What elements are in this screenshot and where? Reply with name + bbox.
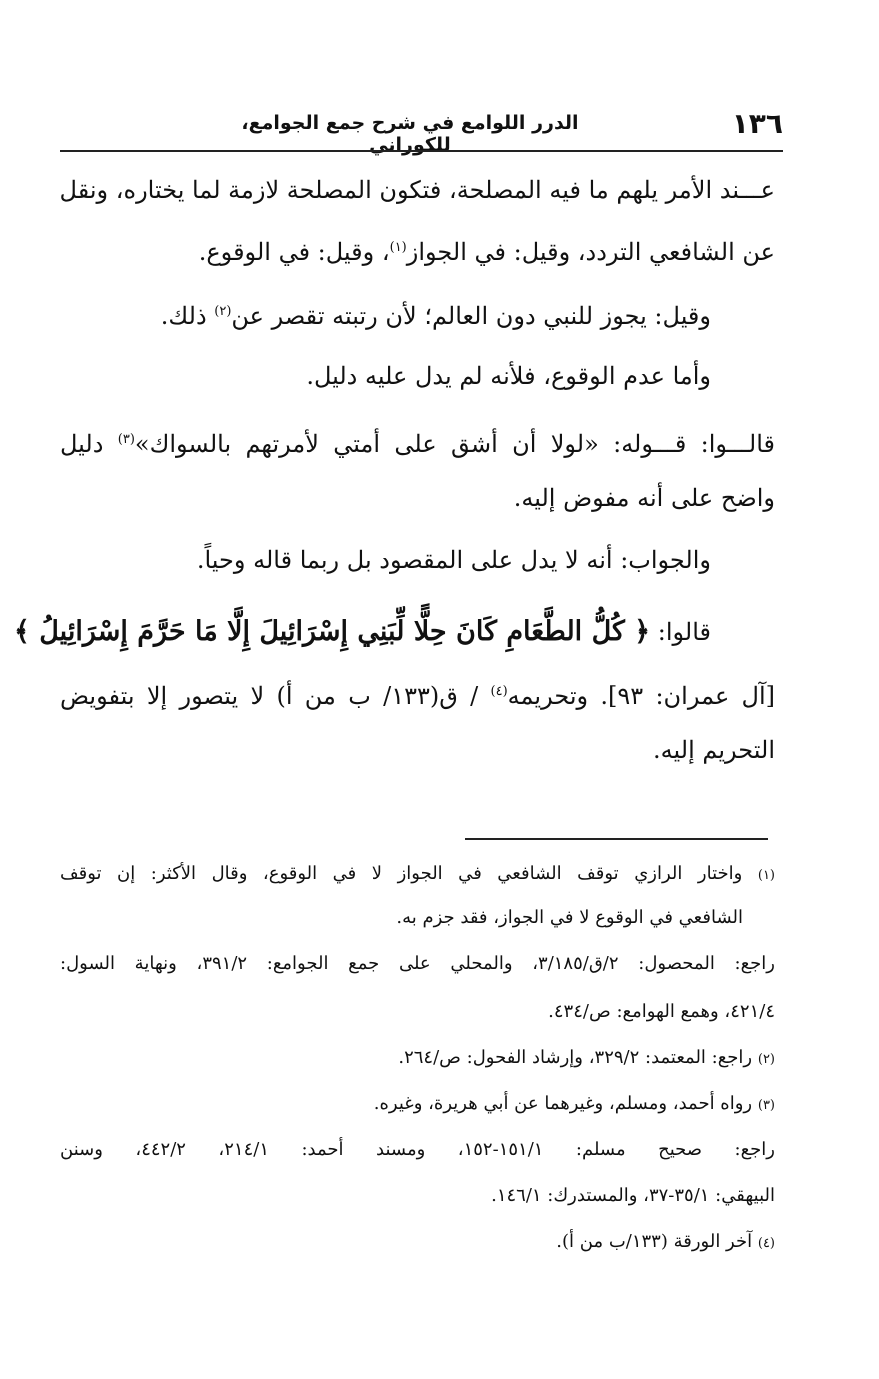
- body-text: / ق(١٣٣/ ب من أ) لا يتصور إلا بتفويض: [60, 682, 491, 710]
- footnote-ref-3[interactable]: (٣): [117, 432, 135, 447]
- body-line-8: [14, 612, 711, 652]
- footnote-number-2: (٢): [757, 1052, 775, 1067]
- footnote-text: آخر الورقة (١٣٣/ب من أ).: [556, 1231, 753, 1252]
- footnote-ref-4[interactable]: (٤): [490, 684, 508, 699]
- footnote-text: واختار الرازي توقف الشافعي في الجواز لا في الوقوع، وقال الأكثر: إن توقف: [60, 863, 743, 884]
- body-line-2: [60, 228, 775, 272]
- footnote-text: راجع: المعتمد: ٣٢٩/٢، وإرشاد الفحول: ص/٢٦٤.: [398, 1047, 753, 1068]
- footnote-3-line-2: راجع: صحيح مسلم: ١٥١/١-١٥٢، ومسند أحمد: ٢١٤/١، ٤٤٢/٢، وسنن: [60, 1139, 775, 1160]
- body-line-5: [60, 420, 775, 464]
- page-number: ١٣٦: [731, 107, 783, 140]
- body-text: وقيل: يجوز للنبي دون العالم؛ لأن رتبته تقصر عن: [231, 302, 711, 330]
- footnote-text: رواه أحمد، ومسلم، وغيرهما عن أبي هريرة، وغيره.: [373, 1093, 753, 1114]
- body-text: دليل: [60, 430, 118, 458]
- body-text: عن الشافعي التردد، وقيل: في الجواز: [406, 238, 775, 266]
- body-line-4: وأما عدم الوقوع، فلأنه لم يدل عليه دليل.: [306, 362, 711, 390]
- body-line-6: واضح على أنه مفوض إليه.: [513, 484, 775, 512]
- body-line-7: والجواب: أنه لا يدل على المقصود بل ربما قاله وحياً.: [196, 546, 711, 574]
- body-line-1: عـــند الأمر يلهم ما فيه المصلحة، فتكون المصلحة لازمة لما يختاره، ونقل: [59, 176, 775, 204]
- quran-verse: ﴿ كُلُّ الطَّعَامِ كَانَ حِلًّا لِّبَنِي إِسْرَائِيلَ إِلَّا مَا حَرَّمَ إِسْرَائِيلُ ﴾: [14, 616, 651, 647]
- footnote-1-line-2: الشافعي في الوقوع لا في الجواز، فقد جزم به.: [396, 907, 743, 928]
- footnote-2-line-1: [60, 1044, 775, 1074]
- footnote-3-line-3: البيهقي: ٣٥/١-٣٧، والمستدرك: ١٤٦/١.: [491, 1185, 775, 1206]
- body-text: قالـــوا: قـــوله: «لولا أن أشق على أمتي لأمرتهم بالسواك»: [134, 430, 776, 458]
- footnote-4-line-1: [60, 1228, 775, 1258]
- footnote-1-line-3: راجع: المحصول: ٢/ق/٣/١٨٥، والمحلي على جمع الجوامع: ٣٩١/٢، ونهاية السول:: [60, 953, 775, 974]
- footnote-number-4: (٤): [757, 1236, 775, 1251]
- footnote-1-line-4: ٤٢١/٤، وهمع الهوامع: ص/٤٣٤.: [548, 1001, 775, 1022]
- body-text: ، وقيل: في الوقوع.: [198, 238, 390, 266]
- footnote-ref-2[interactable]: (٢): [214, 304, 232, 319]
- footnote-number-3: (٣): [757, 1098, 775, 1113]
- header-rule: [60, 150, 783, 152]
- body-text: [آل عمران: ٩٣]. وتحريمه: [507, 682, 776, 710]
- footnote-number-1: (١): [757, 868, 775, 883]
- body-text: قالوا:: [650, 618, 711, 646]
- body-line-3: [60, 292, 711, 336]
- footnote-1-line-1: [60, 860, 775, 890]
- body-line-9: [60, 672, 775, 716]
- footnote-3-line-1: [60, 1090, 775, 1120]
- body-text: ذلك.: [160, 302, 215, 330]
- running-title: الدرر اللوامع في شرح جمع الجوامع، للكوراني: [241, 112, 579, 156]
- body-line-10: التحريم إليه.: [653, 736, 775, 764]
- footnote-rule: [465, 838, 768, 840]
- footnote-ref-1[interactable]: (١): [389, 240, 407, 255]
